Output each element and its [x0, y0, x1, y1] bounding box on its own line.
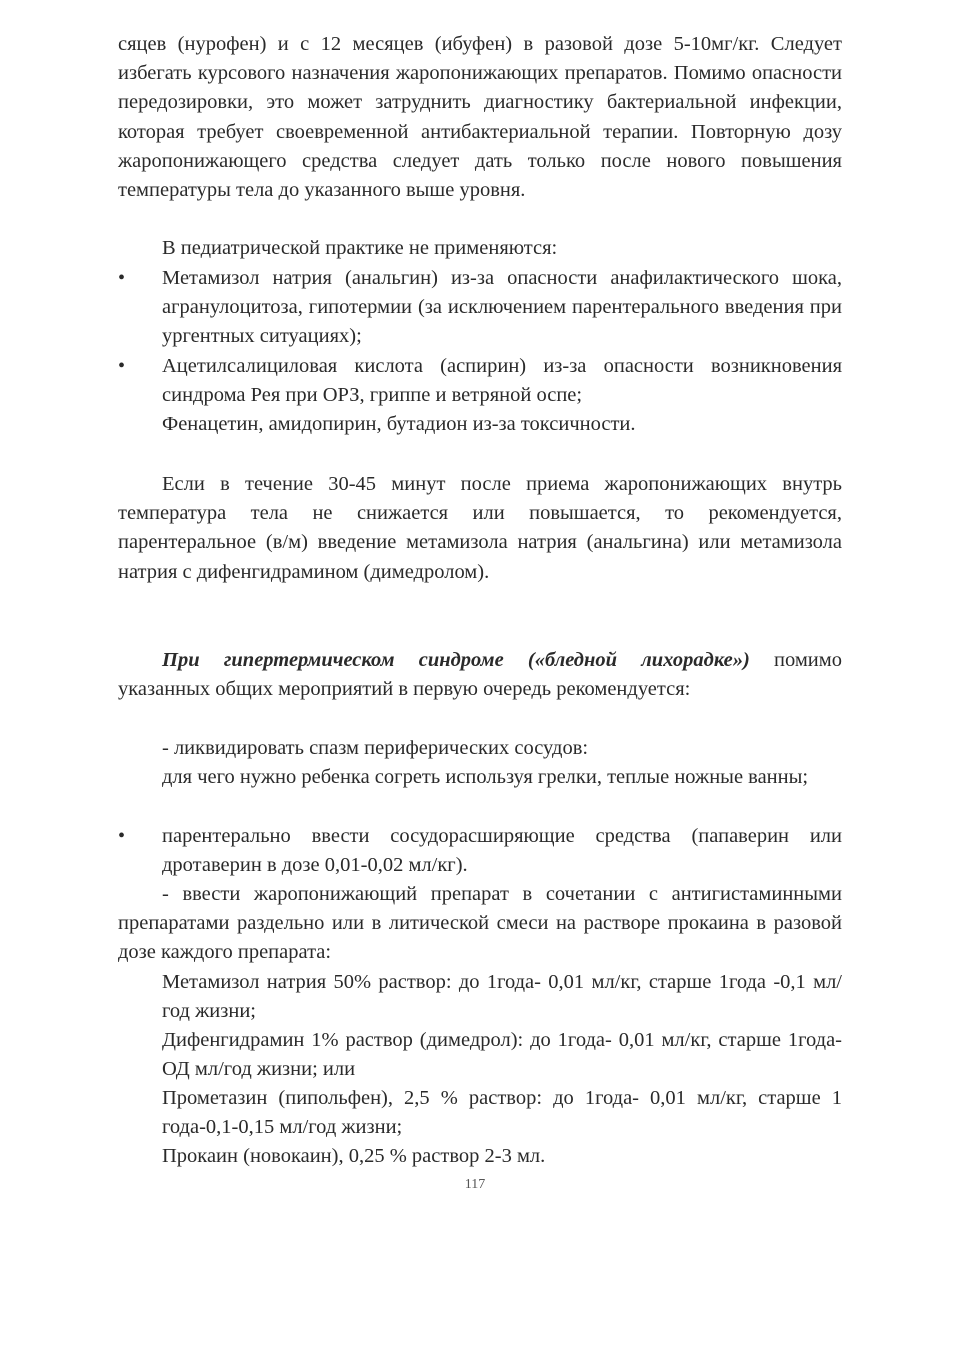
bullet-marker: •	[118, 825, 126, 847]
paragraph-not-used-intro: В педиатрической практике не применяются:	[162, 237, 558, 259]
page-number: 117	[464, 1177, 486, 1192]
dash-item-spasm: - ликвидировать спазм периферических сосудов:	[162, 737, 589, 759]
bullet-marker: •	[118, 267, 126, 289]
bullet-item-vasodilators: парентерально ввести сосудорасширяющие средства (папаверин или дротаверин в дозе 0,01-0,02 мл/кг).	[162, 825, 842, 877]
medication-procaine: Прокаин (новокаин), 0,25 % раствор 2-3 мл.	[162, 1145, 546, 1167]
section-heading-continuation: помимо указанных общих мероприятий в первую очередь рекомендуется:	[118, 649, 843, 701]
paragraph-hyperthermic-syndrome	[118, 646, 842, 704]
bullet-marker: •	[118, 355, 126, 377]
paragraph-lytic-mixture: - ввести жаропонижающий препарат в сочетании с антигистаминными препаратами раздельно или в литической смеси на растворе прокаина в разовой дозе каждого препарата:	[118, 883, 842, 964]
line-phenacetin: Фенацетин, амидопирин, бутадион из-за токсичности.	[162, 413, 636, 435]
paragraph-parenteral: Если в течение 30-45 минут после приема жаропонижающих внутрь температура тела не снижается или повышается, то рекомендуется, парентеральное (в/м) введение метамизола натрия (анальгина) или метамизола натрия с дифенгидрамином (димедролом).	[118, 473, 842, 583]
medication-promethazine: Прометазин (пипольфен), 2,5 % раствор: до 1года- 0,01 мл/кг, старше 1 года-0,1-0,15 мл/год жизни;	[162, 1087, 842, 1139]
line-warming: для чего нужно ребенка согреть используя грелки, теплые ножные ванны;	[162, 766, 809, 788]
medication-diphenhydramine: Дифенгидрамин 1% раствор (димедрол): до 1года- 0,01 мл/кг, старше 1года-ОД мл/год жизни; или	[162, 1029, 842, 1081]
medication-metamizole: Метамизол натрия 50% раствор: до 1года- 0,01 мл/кг, старше 1года -0,1 мл/год жизни;	[162, 971, 842, 1023]
section-heading-hyperthermic: При гипертермическом синдроме («бледной лихорадке»)	[162, 649, 750, 671]
bullet-item-metamizole: Метамизол натрия (анальгин) из-за опасности анафилактического шока, агранулоцитоза, гипотермии (за исключением парентерального введения при ургентных ситуациях);	[162, 267, 842, 348]
paragraph-antipyretic-dosage: сяцев (нурофен) и с 12 месяцев (ибуфен) в разовой дозе 5-10мг/кг. Следует избегать курсового назначения жаропонижающих препаратов. Помимо опасности передозировки, это может затруднить диагностику бактериальной инфекции, которая требует своевременной антибактериальной терапии. Повторную дозу жаропонижающего средства следует дать только после нового повышения температуры тела до указанного выше уровня.	[118, 33, 842, 202]
bullet-item-aspirin: Ацетилсалициловая кислота (аспирин) из-за опасности возникновения синдрома Рея при ОРЗ, гриппе и ветряной оспе;	[162, 355, 842, 407]
